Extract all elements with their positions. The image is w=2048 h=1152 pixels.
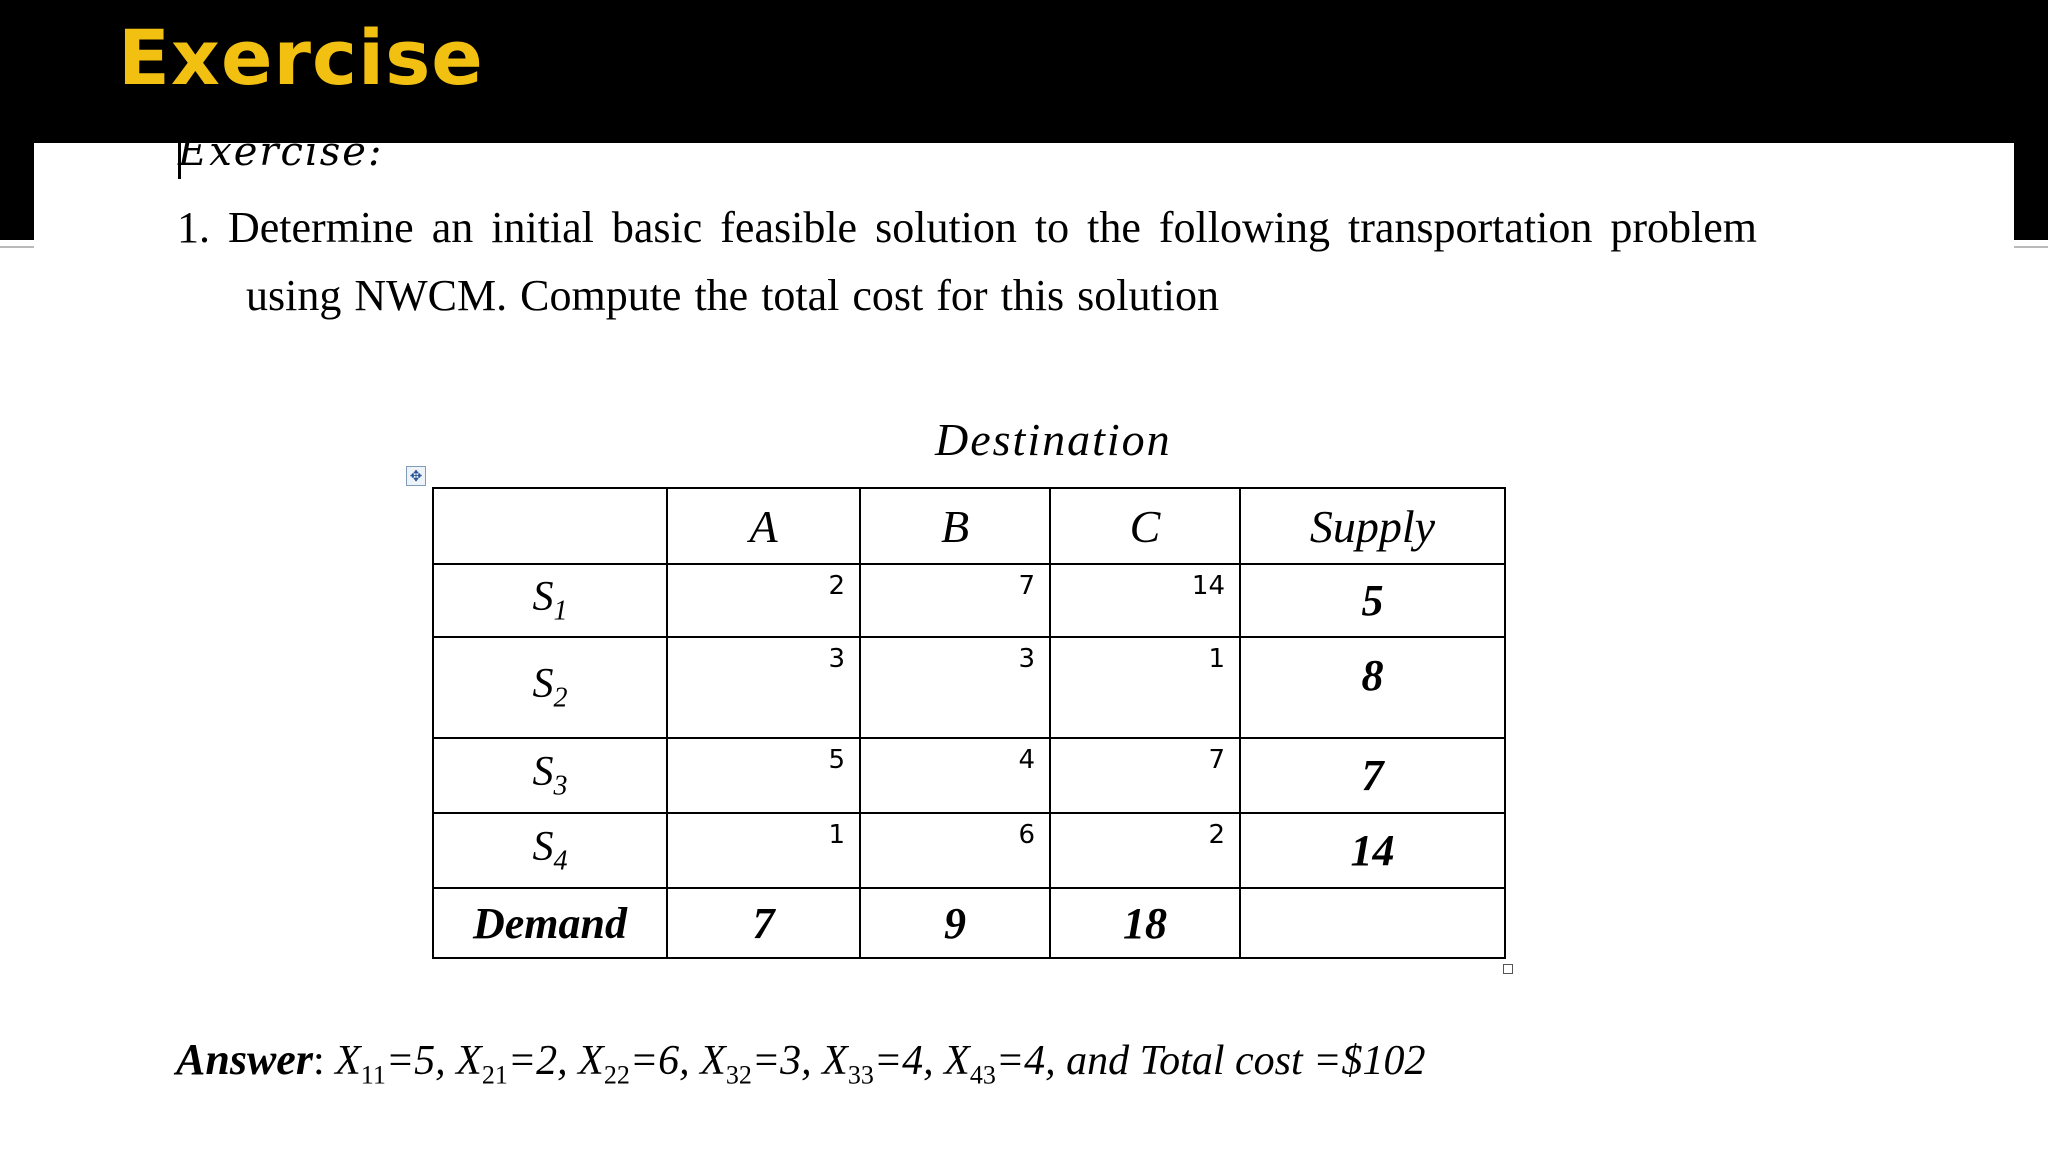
demand-cell: 9 xyxy=(860,888,1050,958)
answer-var: X xyxy=(456,1038,482,1084)
answer-value: =3, xyxy=(751,1038,823,1084)
table-resize-icon[interactable] xyxy=(1503,964,1513,974)
left-divider xyxy=(0,246,34,248)
cost-cell: 5 xyxy=(667,738,860,813)
question-line-2: using NWCM. Compute the total cost for this solution xyxy=(246,271,1219,320)
answer-label: Answer xyxy=(176,1035,313,1084)
right-frame-tab xyxy=(2014,143,2048,240)
right-divider xyxy=(2014,246,2048,248)
header-c: C xyxy=(1050,488,1240,564)
answer-var: X xyxy=(700,1038,726,1084)
cost-cell: 3 xyxy=(667,637,860,738)
source-label: $S_4$ xyxy=(433,813,667,888)
cost-cell: 1 xyxy=(667,813,860,888)
answer-var: X xyxy=(822,1038,848,1084)
cost-cell: 3 xyxy=(860,637,1050,738)
slide-title: Exercise xyxy=(118,13,484,102)
answer-var: X xyxy=(944,1038,970,1084)
header-a: A xyxy=(667,488,860,564)
table-row-s1 xyxy=(433,564,1505,637)
supply-cell: 7 xyxy=(1240,738,1505,813)
table-row-s3 xyxy=(433,738,1505,813)
demand-label: Demand xyxy=(433,888,667,958)
cost-cell: 1 xyxy=(1050,637,1240,738)
transportation-table xyxy=(432,487,1506,959)
answer-total: and Total cost =$102 xyxy=(1066,1038,1426,1084)
cost-cell: 6 xyxy=(860,813,1050,888)
answer-value: =2, xyxy=(507,1038,579,1084)
question-line-1: 1. Determine an initial basic feasible solution to the following transportation problem xyxy=(177,203,1757,252)
header-corner xyxy=(433,488,667,564)
cost-cell: 7 xyxy=(1050,738,1240,813)
cost-cell: 2 xyxy=(667,564,860,637)
answer-value: =6, xyxy=(629,1038,701,1084)
table-row-s2 xyxy=(433,637,1505,738)
answer-var: X xyxy=(335,1038,361,1084)
table-row-s4 xyxy=(433,813,1505,888)
answer-var: X xyxy=(578,1038,604,1084)
table-header-row xyxy=(433,488,1505,564)
table-move-icon[interactable]: ✥ xyxy=(406,466,426,486)
header-supply: Supply xyxy=(1240,488,1505,564)
cost-cell: 2 xyxy=(1050,813,1240,888)
answer-sub: 43 xyxy=(969,1060,996,1090)
left-frame-tab xyxy=(0,143,34,240)
supply-cell: 8 xyxy=(1240,637,1505,738)
answer-sub: 11 xyxy=(360,1060,386,1090)
header-b: B xyxy=(860,488,1050,564)
cost-cell: 4 xyxy=(860,738,1050,813)
source-label: $S_2$ xyxy=(433,637,667,738)
supply-cell: 14 xyxy=(1240,813,1505,888)
answer-value: =4, xyxy=(873,1038,945,1084)
answer-sub: 22 xyxy=(603,1060,630,1090)
answer-line: Answer: $X_{11}=5$, $X_{21}=2$, $X_{22}=6$, $X_{32}=3$, $X_{33}=4$, $X_{43}=4$, and Total cost =$102 xyxy=(176,1035,1426,1090)
table-demand-row xyxy=(433,888,1505,958)
answer-value: =5, xyxy=(385,1038,457,1084)
answer-sub: 32 xyxy=(725,1060,752,1090)
demand-cell: 7 xyxy=(667,888,860,958)
source-label: $S_1$ xyxy=(433,564,667,637)
demand-cell: 18 xyxy=(1050,888,1240,958)
source-label: $S_3$ xyxy=(433,738,667,813)
supply-cell: 5 xyxy=(1240,564,1505,637)
demand-total-cell xyxy=(1240,888,1505,958)
answer-value: =4, xyxy=(995,1038,1067,1084)
table-caption: Destination xyxy=(935,414,1172,465)
answer-sub: 21 xyxy=(481,1060,508,1090)
document-heading: Exercise: xyxy=(178,129,384,175)
answer-sub: 33 xyxy=(847,1060,874,1090)
cost-cell: 7 xyxy=(860,564,1050,637)
cost-cell: 14 xyxy=(1050,564,1240,637)
